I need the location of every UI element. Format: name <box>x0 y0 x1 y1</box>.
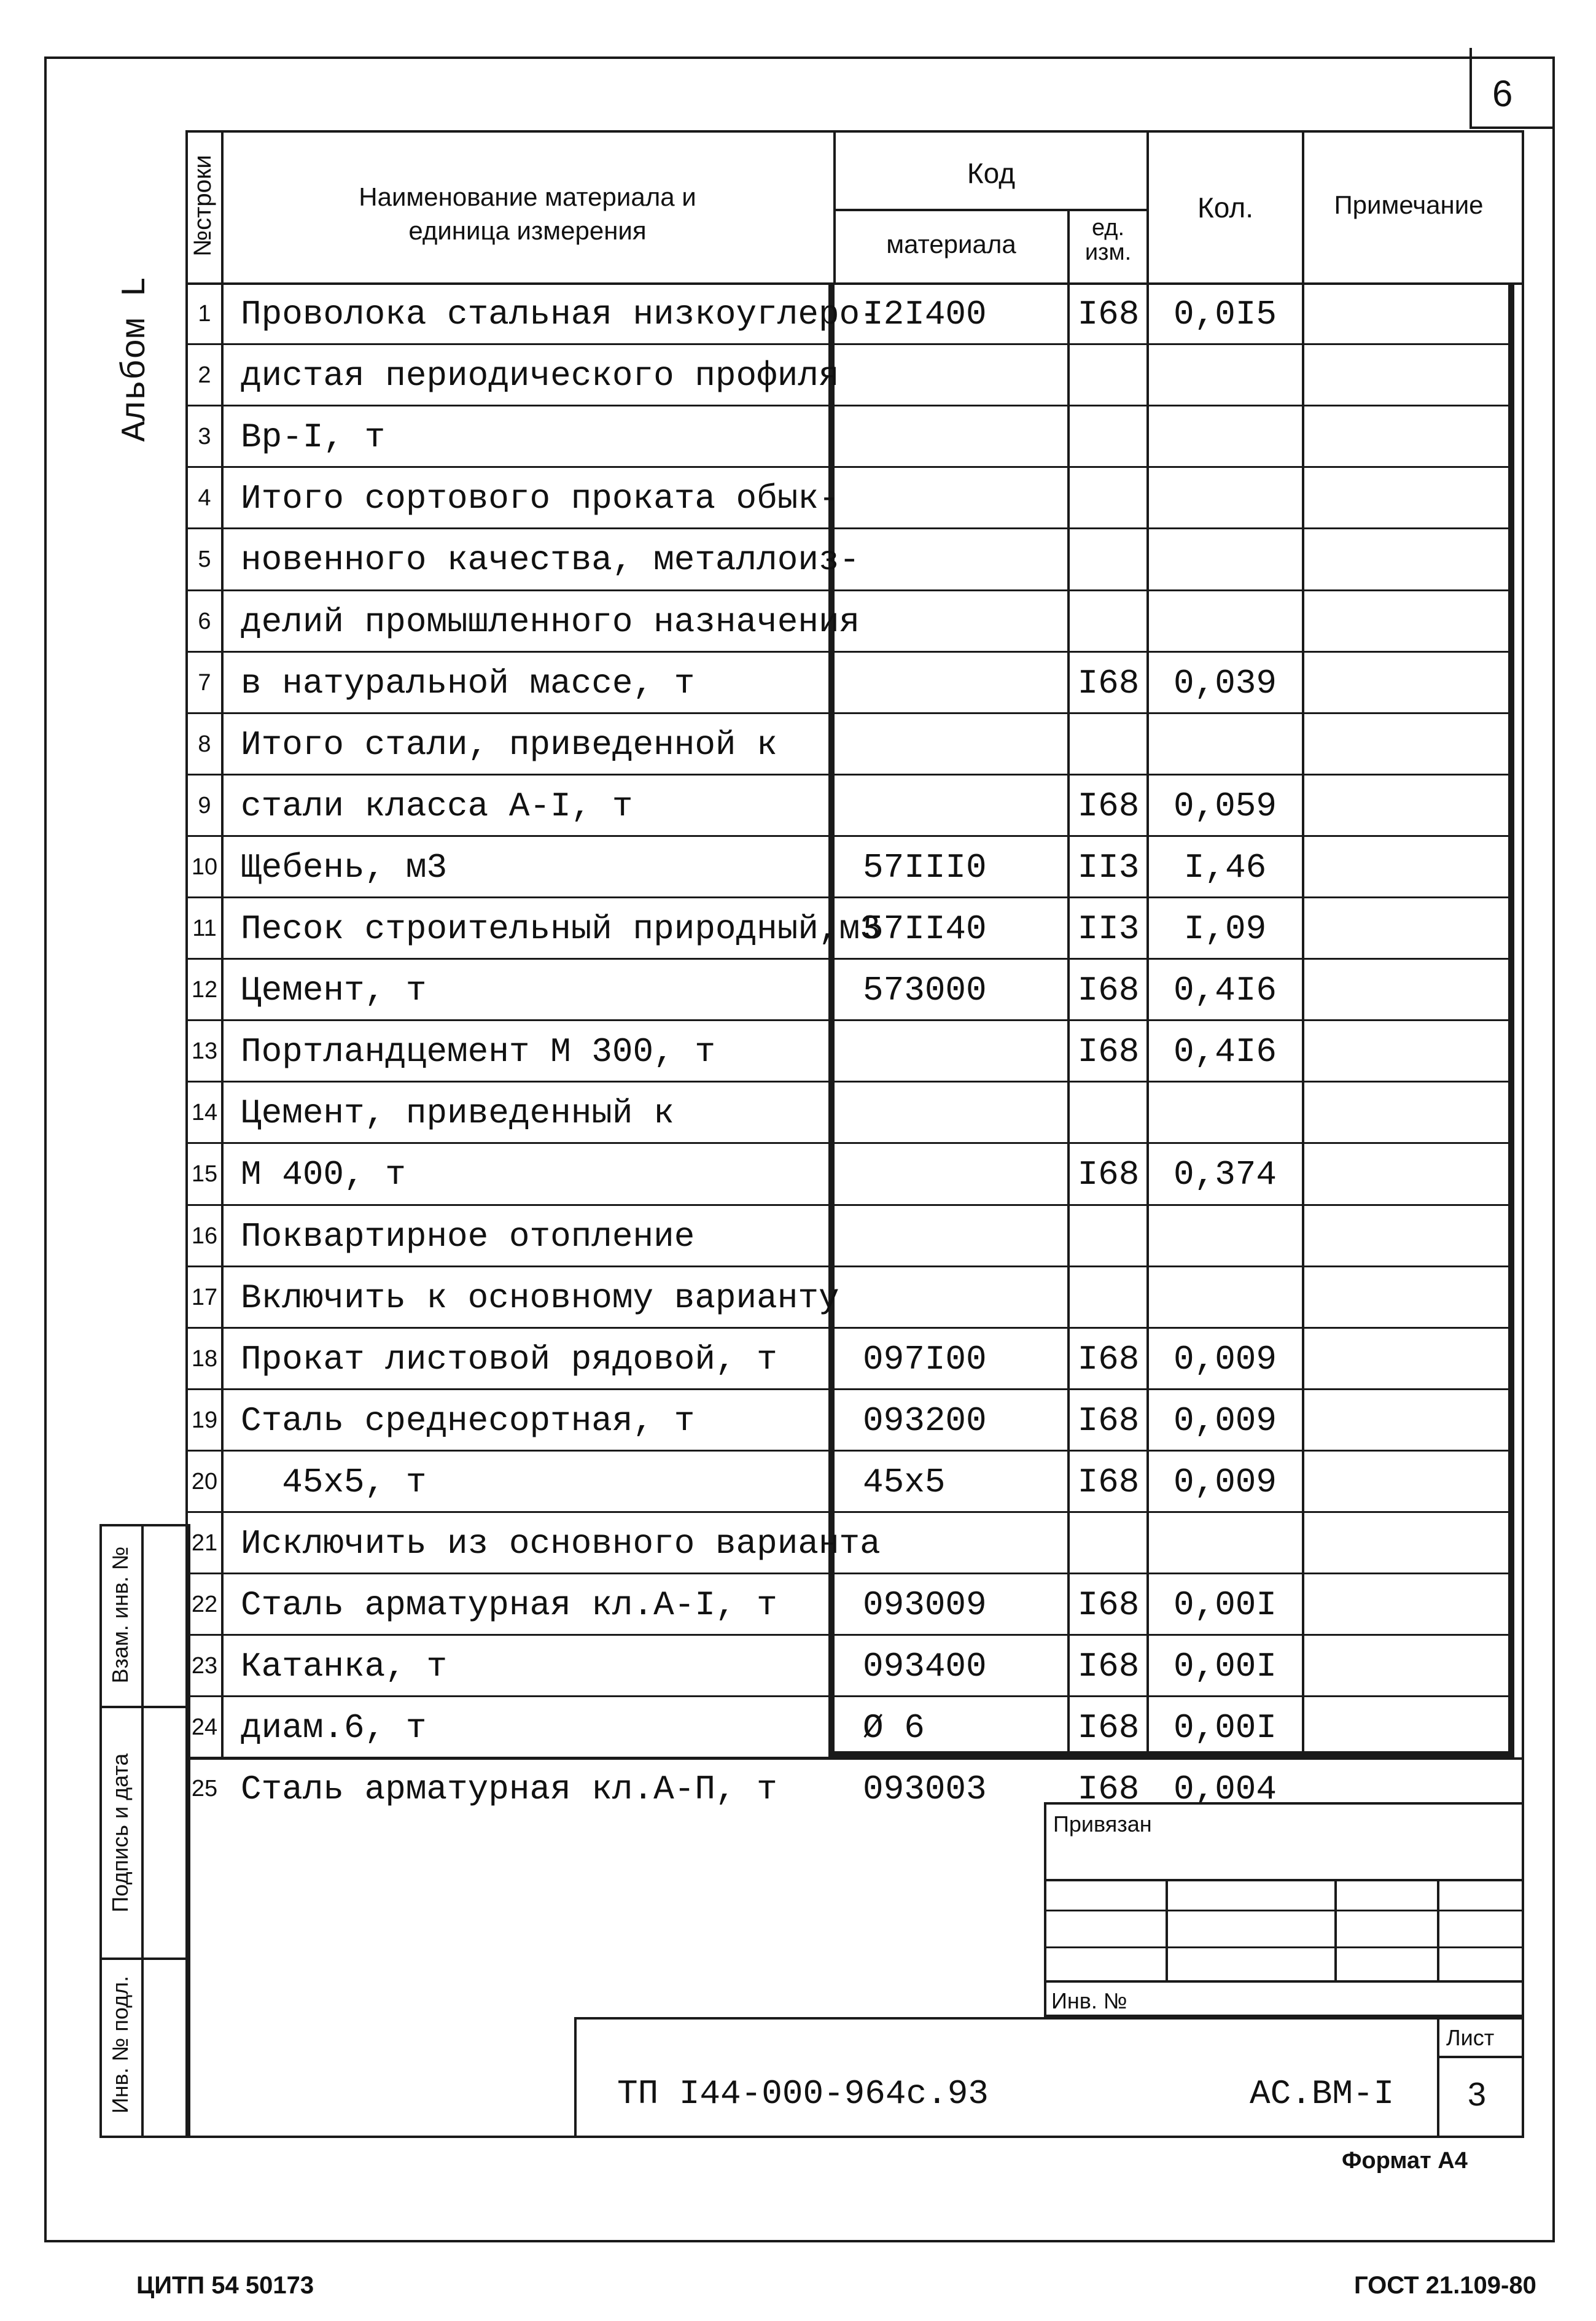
row-material-name: новенного качества, металлоиз- <box>241 540 860 580</box>
row-material-code: Ø 6 <box>863 1708 925 1748</box>
row-material-name: стали класса А-I, т <box>241 786 633 826</box>
row-material-code: 093009 <box>863 1585 987 1625</box>
binding-col-2 <box>1334 1879 1337 1982</box>
title-block-list-line <box>1437 2056 1524 2058</box>
row-unit-code: I68 <box>1077 1155 1140 1195</box>
row-material-name: Сталь арматурная кл.А-П, т <box>241 1770 777 1810</box>
row-material-name: М 400, т <box>241 1155 406 1195</box>
binding-col-1 <box>1166 1879 1168 1982</box>
side-stamp-line-1 <box>99 1706 190 1708</box>
row-line <box>185 343 1512 345</box>
col-line-name-header <box>833 130 836 284</box>
row-line <box>185 958 1512 960</box>
row-quantity: 0,00I <box>1173 1708 1277 1748</box>
footer-left: ЦИТП 54 50173 <box>136 2272 314 2299</box>
row-number: 22 <box>191 1592 218 1618</box>
row-material-name: Итого сортового проката обык- <box>241 479 839 519</box>
header-row-no: №строки <box>189 155 216 257</box>
col-line-rownum <box>221 130 224 1757</box>
binding-stamp-label: Привязан <box>1053 1811 1152 1837</box>
row-material-name: Катанка, т <box>241 1647 448 1687</box>
row-unit-code: I68 <box>1077 295 1140 334</box>
header-name-line2: единица измерения <box>408 216 647 245</box>
row-unit-code: I68 <box>1077 1401 1140 1440</box>
row-material-name: Проволока стальная низкоуглеро- <box>241 295 881 334</box>
row-material-name: Портландцемент М 300, т <box>241 1032 715 1072</box>
row-quantity: 0,374 <box>1173 1155 1277 1195</box>
row-material-name: Цемент, т <box>241 971 427 1011</box>
row-line <box>185 1695 1512 1697</box>
row-material-name: делий промышленного назначения <box>241 602 860 642</box>
row-material-code: I2I400 <box>863 295 987 334</box>
row-unit-code: I68 <box>1077 1339 1140 1379</box>
row-number: 20 <box>191 1468 218 1495</box>
row-unit-code: I68 <box>1077 971 1140 1011</box>
row-number: 23 <box>191 1653 218 1679</box>
row-number: 25 <box>191 1776 218 1802</box>
row-line <box>185 1757 1512 1759</box>
row-line <box>185 466 1512 468</box>
row-material-code: 093003 <box>863 1770 987 1810</box>
row-number: 12 <box>191 977 218 1003</box>
binding-line-3 <box>1044 1946 1524 1948</box>
row-number: 3 <box>198 424 211 450</box>
row-number: 1 <box>198 301 211 327</box>
row-line <box>185 1573 1512 1574</box>
row-material-name: 45х5, т <box>241 1462 427 1502</box>
format-label: Формат А4 <box>1342 2148 1468 2174</box>
row-line <box>185 1204 1512 1206</box>
row-number: 16 <box>191 1223 218 1249</box>
binding-col-3 <box>1437 1879 1439 1982</box>
designation: ТП I44-000-964с.93 <box>617 2074 989 2113</box>
row-material-name: диам.6, т <box>241 1708 427 1748</box>
row-quantity: 0,059 <box>1173 786 1277 826</box>
row-unit-code: I68 <box>1077 1708 1140 1748</box>
row-line <box>185 835 1512 837</box>
row-material-code: 097I00 <box>863 1339 987 1379</box>
title-block-list-divider <box>1437 2017 1439 2138</box>
row-line <box>185 405 1512 406</box>
row-line <box>185 774 1512 776</box>
row-number: 14 <box>191 1100 218 1126</box>
row-line <box>185 527 1512 529</box>
row-number: 15 <box>191 1161 218 1188</box>
page-number: 6 <box>1492 73 1513 114</box>
row-material-name: Сталь среднесортная, т <box>241 1401 695 1440</box>
row-number: 10 <box>191 853 218 880</box>
row-line <box>185 589 1512 591</box>
row-number: 4 <box>198 485 211 511</box>
row-material-name: дистая периодического профиля <box>241 356 839 396</box>
row-unit-code: II3 <box>1077 909 1140 949</box>
row-quantity: I,09 <box>1183 909 1267 949</box>
row-line <box>185 1388 1512 1390</box>
row-quantity: 0,009 <box>1173 1462 1277 1502</box>
row-quantity: 0,00I <box>1173 1585 1277 1625</box>
header-note: Примечание <box>1334 190 1484 219</box>
row-line <box>185 1081 1512 1083</box>
row-unit-code: I68 <box>1077 1032 1140 1072</box>
row-number: 13 <box>191 1038 218 1065</box>
footer-right: ГОСТ 21.109-80 <box>1354 2272 1536 2299</box>
header-unit-line1: ед. <box>1091 215 1125 241</box>
row-material-name: Включить к основному варианту <box>241 1278 839 1318</box>
row-quantity: 0,039 <box>1173 663 1277 703</box>
row-number: 8 <box>198 731 211 757</box>
row-number: 18 <box>191 1345 218 1372</box>
row-unit-code: I68 <box>1077 1770 1140 1810</box>
row-material-name: Сталь арматурная кл.А-I, т <box>241 1585 777 1625</box>
row-number: 21 <box>191 1530 218 1556</box>
page-number-box-bottom <box>1469 126 1555 129</box>
list-label: Лист <box>1446 2025 1495 2050</box>
row-unit-code: II3 <box>1077 847 1140 887</box>
row-line <box>185 1019 1512 1021</box>
row-material-name: в натуральной массе, т <box>241 663 695 703</box>
row-material-name: Bp-I, т <box>241 418 386 457</box>
row-material-code: 45х5 <box>863 1462 946 1502</box>
row-quantity: 0,004 <box>1173 1770 1277 1810</box>
header-bottom-line <box>185 282 1524 285</box>
row-line <box>185 1634 1512 1636</box>
row-number: 24 <box>191 1714 218 1741</box>
row-line <box>185 1511 1512 1513</box>
header-unit-line2: изм. <box>1084 239 1132 265</box>
row-line <box>185 712 1512 714</box>
row-unit-code: I68 <box>1077 786 1140 826</box>
row-number: 7 <box>198 669 211 696</box>
row-material-code: 093200 <box>863 1401 987 1440</box>
row-line <box>185 1265 1512 1267</box>
row-number: 6 <box>198 608 211 634</box>
album-label: Альбом L <box>115 276 155 442</box>
row-number: 5 <box>198 546 211 573</box>
list-value: 3 <box>1468 2076 1487 2113</box>
header-name-line1: Наименование материала и <box>359 182 696 211</box>
header-material: материала <box>886 230 1016 259</box>
row-unit-code: I68 <box>1077 1585 1140 1625</box>
row-material-name: Песок строительный природный,м3 <box>241 909 881 949</box>
code-header-split <box>833 209 1148 211</box>
inv-no-label: Инв. № <box>1051 1988 1127 2013</box>
row-unit-code: I68 <box>1077 1462 1140 1502</box>
row-number: 19 <box>191 1407 218 1433</box>
row-material-name: Прокат листовой рядовой, т <box>241 1339 777 1379</box>
row-quantity: 0,4I6 <box>1173 971 1277 1011</box>
side-stamp-divider <box>141 1524 144 2138</box>
row-quantity: 0,009 <box>1173 1339 1277 1379</box>
header-qty: Кол. <box>1197 192 1253 224</box>
row-quantity: I,46 <box>1183 847 1267 887</box>
side-stamp-vzam-inv: Взам. инв. № <box>107 1546 133 1684</box>
row-material-name: Исключить из основного варианта <box>241 1524 881 1563</box>
row-quantity: 0,0I5 <box>1173 295 1277 334</box>
row-number: 9 <box>198 792 211 818</box>
row-material-name: Поквартирное отопление <box>241 1216 695 1256</box>
row-quantity: 0,00I <box>1173 1647 1277 1687</box>
row-line <box>185 896 1512 898</box>
row-material-code: 093400 <box>863 1647 987 1687</box>
row-material-name: Итого стали, приведенной к <box>241 725 777 764</box>
row-unit-code: I68 <box>1077 1647 1140 1687</box>
row-number: 17 <box>191 1284 218 1310</box>
binding-line-1 <box>1044 1879 1524 1881</box>
row-material-code: 573000 <box>863 971 987 1011</box>
binding-line-2 <box>1044 1910 1524 1911</box>
doc-code: АС.ВМ-I <box>1250 2074 1395 2113</box>
row-material-code: 57III0 <box>863 847 987 887</box>
header-code: Код <box>967 157 1016 189</box>
row-quantity: 0,4I6 <box>1173 1032 1277 1072</box>
row-line <box>185 1450 1512 1452</box>
row-line <box>185 1327 1512 1329</box>
row-number: 11 <box>192 916 217 941</box>
side-stamp-inv-podl: Инв. № подл. <box>107 1975 133 2114</box>
row-line <box>185 1142 1512 1144</box>
side-stamp-podpis-data: Подпись и дата <box>107 1753 133 1913</box>
row-material-code: 57II40 <box>863 909 987 949</box>
row-material-name: Щебень, м3 <box>241 847 448 887</box>
row-number: 2 <box>198 362 211 389</box>
row-quantity: 0,009 <box>1173 1401 1277 1440</box>
row-unit-code: I68 <box>1077 663 1140 703</box>
row-line <box>185 651 1512 653</box>
row-material-name: Цемент, приведенный к <box>241 1094 674 1133</box>
binding-line-4 <box>1044 1980 1524 1983</box>
